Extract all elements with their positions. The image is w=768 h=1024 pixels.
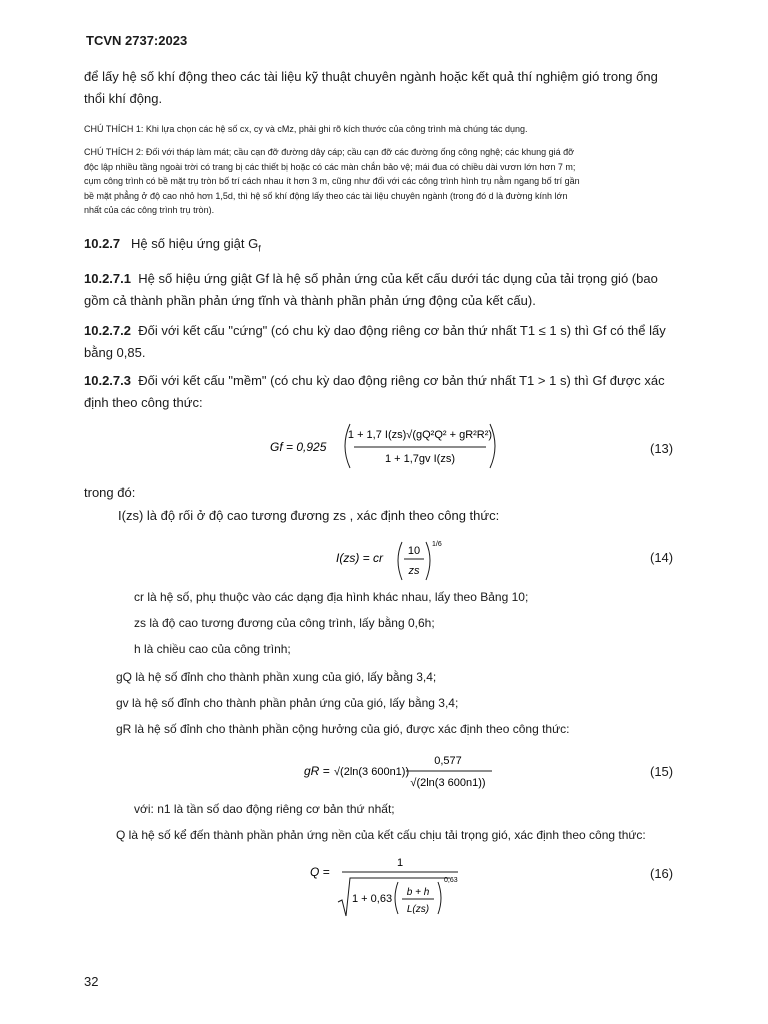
definition-I: I(zs) là độ rối ở độ cao tương đương zs , xác định theo công thức: xyxy=(118,508,500,523)
equation-13-number: (13) xyxy=(650,441,674,456)
intro-paragraph xyxy=(84,66,658,110)
equation-16-inner-denominator: L(zs) xyxy=(406,904,430,915)
section-number: 10.2.7 xyxy=(84,236,121,251)
note-2-line: nhất của các công trình trụ tròn). xyxy=(84,205,215,215)
note-1: CHÚ THÍCH 1: Khi lựa chọn các hệ số cx, cy và cMz, phải ghi rõ kích thước của công trình mà chúng tác dụng. xyxy=(84,124,528,134)
definition-zs: zs là độ cao tương đương của công trình, lấy bằng 0,6h; xyxy=(134,616,435,630)
section-title-subscript: f xyxy=(258,243,261,254)
equation-16 xyxy=(310,852,470,924)
equation-15-lhs: gR = xyxy=(304,764,330,778)
standard-code-header: TCVN 2737:2023 xyxy=(86,33,188,48)
note-2-line: cụm công trình có bề mặt trụ tròn bố trí cách nhau ít hơn 3 m, cũng như đối với các công trình hình trụ nằm ngang bố trí gần xyxy=(84,176,580,186)
definition-gR: gR là hệ số đỉnh cho thành phần cộng hưởng của gió, được xác định theo công thức: xyxy=(116,722,570,736)
equation-16-exponent: 0,63 xyxy=(444,877,458,884)
definition-cr: cr là hệ số, phụ thuộc vào các dạng địa hình khác nhau, lấy theo Bảng 10; xyxy=(134,590,529,604)
equation-15-number: (15) xyxy=(650,764,674,779)
equation-13-denominator: 1 + 1,7gv I(zs) xyxy=(384,453,456,465)
definition-Q: Q là hệ số kể đến thành phần phản ứng nền của kết cấu chịu tải trọng gió, xác định theo công thức: xyxy=(116,828,646,842)
equation-16-coef: 1 + 0,63 xyxy=(352,893,393,905)
equation-16-number: (16) xyxy=(650,866,674,881)
clause-number: 10.2.7.3 xyxy=(84,373,131,388)
definition-h: h là chiều cao của công trình; xyxy=(134,642,291,656)
equation-14-lhs: I(zs) = cr xyxy=(336,551,383,565)
clause-10-2-7-2 xyxy=(84,320,666,364)
clause-text: gồm cả thành phần phản ứng tĩnh và thành phần phản ứng động của kết cấu). xyxy=(84,293,536,308)
equation-14-number: (14) xyxy=(650,550,674,565)
equation-14-exponent: 1/6 xyxy=(432,541,442,548)
equation-13-numerator: 1 + 1,7 I(zs)√(gQ²Q² + gR²R²) xyxy=(347,429,493,441)
equation-15 xyxy=(304,748,504,796)
definition-gv: gv là hệ số đỉnh cho thành phần phản ứng của gió, lấy bằng 3,4; xyxy=(116,696,459,710)
equation-14 xyxy=(336,536,446,584)
clause-text: Hệ số hiệu ứng giật Gf là hệ số phản ứng của kết cấu dưới tác dụng của tải trọng gió (bao xyxy=(138,271,658,286)
equation-15-denominator: √(2ln(3 600n1)) xyxy=(410,777,486,789)
equation-13 xyxy=(270,418,510,474)
equation-14-numerator: 10 xyxy=(407,545,421,557)
note-2-line: CHÚ THÍCH 2: Đối với tháp làm mát; cầu cạn đỡ đường dây cáp; cầu cạn đỡ các đường ống công nghệ; các khung giá đỡ xyxy=(84,147,575,157)
right-paren xyxy=(438,882,441,914)
note-2 xyxy=(84,145,580,218)
section-title: Hệ số hiệu ứng giật G xyxy=(131,236,259,251)
left-paren xyxy=(395,882,398,914)
clause-text: bằng 0,85. xyxy=(84,345,146,360)
clause-text: Đối với kết cấu "mềm" (có chu kỳ dao động riêng cơ bản thứ nhất T1 > 1 s) thì Gf được xác xyxy=(138,373,665,388)
equation-15-term1: √(2ln(3 600n1)) xyxy=(334,766,410,778)
note-2-line: độc lập nhiều tầng ngoài trời có trang bị các thiết bị hoặc có các màn chắn bảo vệ; mái đua có chiều dài vươn lớn hơn 7 m; xyxy=(84,161,576,172)
clause-text: Đối với kết cấu "cứng" (có chu kỳ dao động riêng cơ bản thứ nhất T1 ≤ 1 s) thì Gf có thể lấy xyxy=(138,323,666,338)
note-2-line: bề mặt phẳng ở độ cao nhỏ hơn 1,5d, thì hệ số khí động lấy theo các tài liệu chuyên ngành (trong đó d là đường kính lớn xyxy=(84,190,568,201)
definition-n1: với: n1 là tần số dao động riêng cơ bản thứ nhất; xyxy=(134,802,395,816)
equation-16-lhs: Q = xyxy=(310,865,330,879)
definition-gQ: gQ là hệ số đỉnh cho thành phần xung của gió, lấy bằng 3,4; xyxy=(116,670,437,684)
clause-number: 10.2.7.2 xyxy=(84,323,131,338)
equation-15-numerator: 0,577 xyxy=(434,755,462,767)
section-heading xyxy=(84,236,261,254)
equation-16-numerator: 1 xyxy=(396,857,404,869)
equation-14-denominator: zs xyxy=(408,565,420,577)
clause-number: 10.2.7.1 xyxy=(84,271,131,286)
intro-line-1: để lấy hệ số khí động theo các tài liệu kỹ thuật chuyên ngành hoặc kết quả thí nghiệm gió trong ống xyxy=(84,69,658,84)
left-paren xyxy=(398,542,402,580)
right-paren xyxy=(426,542,430,580)
equation-16-inner-numerator: b + h xyxy=(406,887,430,898)
clause-text: định theo công thức: xyxy=(84,395,203,410)
page-number: 32 xyxy=(84,974,99,989)
where-label: trong đó: xyxy=(84,485,136,500)
equation-13-lhs: Gf = 0,925 xyxy=(270,440,327,454)
clause-10-2-7-3 xyxy=(84,370,665,414)
intro-line-2: thổi khí động. xyxy=(84,91,163,106)
clause-10-2-7-1 xyxy=(84,268,658,312)
